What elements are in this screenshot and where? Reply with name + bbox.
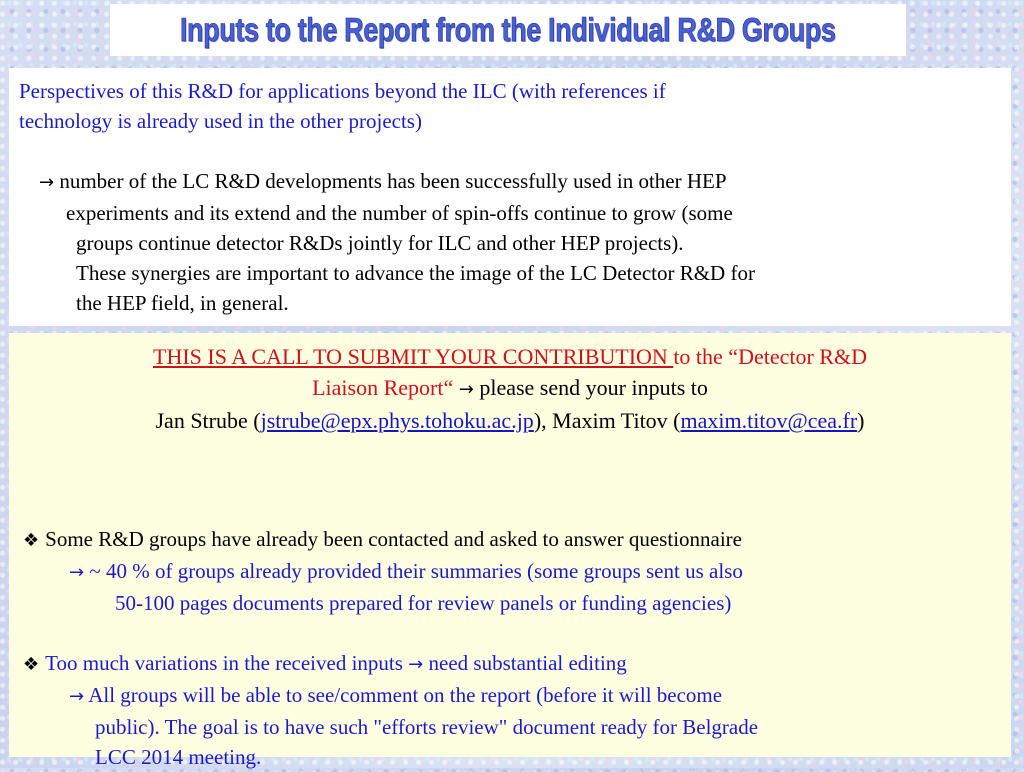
bullet-2-sub-1: → All groups will be able to see/comment on the report (before it will become bbox=[69, 683, 723, 707]
email-link-titov[interactable]: maxim.titov@cea.fr bbox=[680, 408, 858, 433]
perspectives-line-2: experiments and its extend and the number of spin-offs continue to grow (some bbox=[66, 201, 733, 225]
slide-title: Inputs to the Report from the Individual R&D Groups bbox=[180, 11, 836, 48]
contact-line: Jan Strube (jstrube@epx.phys.tohoku.ac.jp), Maxim Titov (maxim.titov@cea.fr) bbox=[155, 408, 865, 433]
bullet-1-sub-1: → ~ 40 % of groups already provided their summaries (some groups sent us also bbox=[69, 559, 743, 583]
right-arrow-icon: → bbox=[69, 686, 85, 707]
perspectives-line-4: These synergies are important to advance the image of the LC Detector R&D for bbox=[76, 261, 755, 285]
right-arrow-icon: → bbox=[69, 562, 85, 583]
right-arrow-icon: → bbox=[408, 654, 424, 675]
email-link-strube[interactable]: jstrube@epx.phys.tohoku.ac.jp bbox=[260, 408, 534, 433]
bullet-2: ❖ Too much variations in the received inputs → need substantial editing bbox=[23, 651, 627, 675]
bullet-2-sub-3: LCC 2014 meeting. bbox=[95, 745, 262, 769]
bullet-1: ❖ Some R&D groups have already been contacted and asked to answer questionnaire bbox=[23, 527, 742, 551]
right-arrow-icon: → bbox=[39, 172, 55, 193]
perspectives-intro-line-2: technology is already used in the other projects) bbox=[19, 109, 422, 133]
perspectives-line-5: the HEP field, in general. bbox=[76, 291, 289, 315]
diamond-bullet-icon: ❖ bbox=[23, 654, 40, 675]
bullet-1-sub-2: 50-100 pages documents prepared for review panels or funding agencies) bbox=[115, 591, 732, 615]
perspectives-line-3: groups continue detector R&Ds jointly for ILC and other HEP projects). bbox=[76, 231, 684, 255]
diamond-bullet-icon: ❖ bbox=[23, 530, 40, 551]
right-arrow-icon: → bbox=[458, 379, 474, 400]
bullet-2-sub-2: public). The goal is to have such "efforts review" document ready for Belgrade bbox=[95, 715, 759, 739]
perspectives-intro-line-1: Perspectives of this R&D for applications beyond the ILC (with references if bbox=[19, 79, 666, 103]
call-line-1: THIS IS A CALL TO SUBMIT YOUR CONTRIBUTION to the “Detector R&D bbox=[153, 344, 867, 369]
title-box bbox=[110, 4, 906, 56]
call-box bbox=[9, 333, 1011, 769]
perspectives-box bbox=[9, 68, 1011, 326]
call-line-2: Liaison Report“ → please send your inputs to bbox=[312, 375, 708, 400]
perspectives-line-1: → number of the LC R&D developments has been successfully used in other HEP bbox=[39, 169, 727, 193]
